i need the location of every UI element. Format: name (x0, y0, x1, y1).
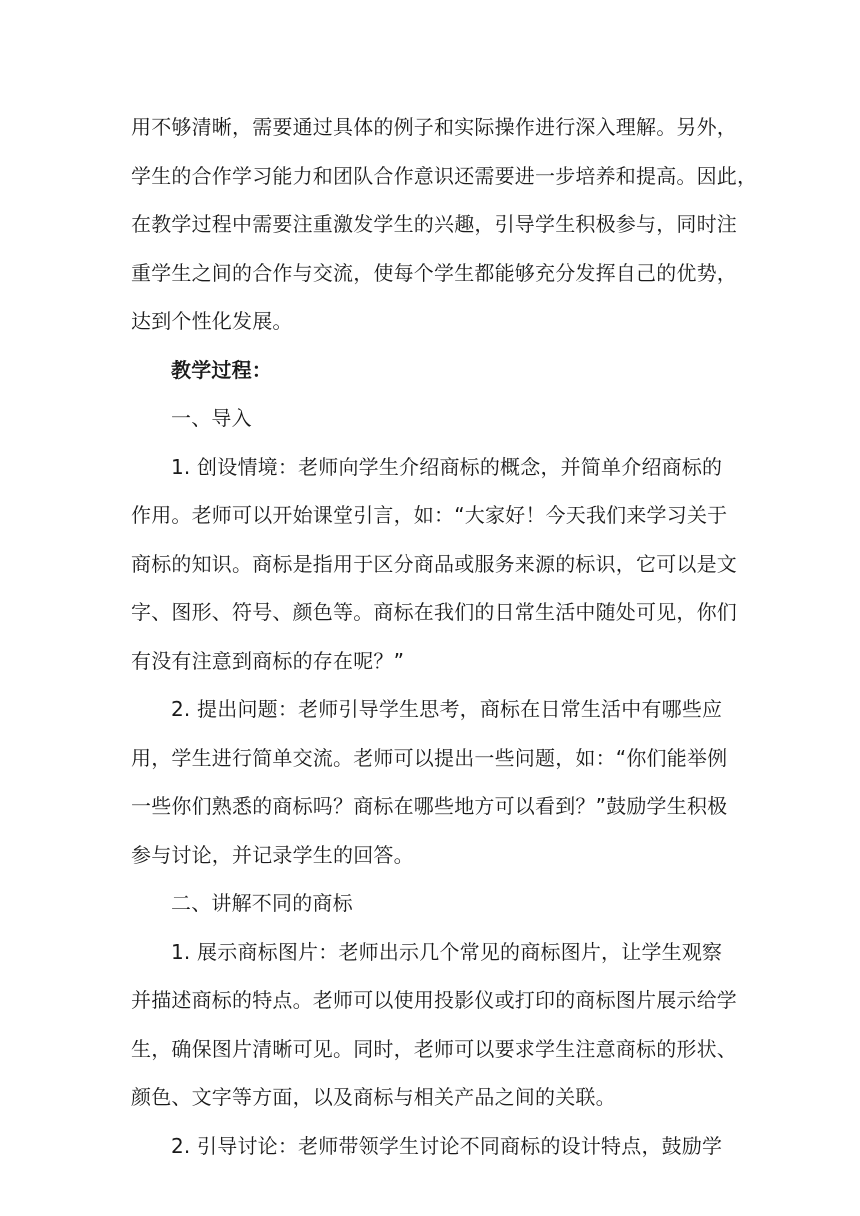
paragraph-line: 用，学生进行简单交流。老师可以提出一些问题，如：“你们能举例 (131, 745, 728, 770)
paragraph-line: 参与讨论，并记录学生的回答。 (131, 842, 414, 867)
paragraph-line: 2. 提出问题：老师引导学生思考，商标在日常生活中有哪些应 (171, 697, 723, 721)
subsection-heading: 二、讲解不同的商标 (171, 891, 353, 915)
paragraph-line: 有没有注意到商标的存在呢？” (131, 648, 405, 673)
paragraph-line: 用不够清晰，需要通过具体的例子和实际操作进行深入理解。另外， (131, 115, 737, 139)
paragraph-line: 生，确保图片清晰可见。同时，老师可以要求学生注意商标的形状、 (131, 1036, 737, 1061)
paragraph-line: 1. 创设情境：老师向学生介绍商标的概念，并简单介绍商标的 (171, 454, 723, 479)
document-body (131, 103, 758, 1170)
paragraph-line: 在教学过程中需要注重激发学生的兴趣，引导学生积极参与，同时注 (131, 212, 737, 236)
paragraph-line: 颜色、文字等方面，以及商标与相关产品之间的关联。 (131, 1085, 616, 1109)
paragraph-line: 达到个性化发展。 (131, 309, 293, 333)
paragraph-line: 重学生之间的合作与交流，使每个学生都能够充分发挥自己的优势， (131, 260, 737, 285)
paragraph-line: 学生的合作学习能力和团队合作意识还需要进一步培养和提高。因此， (131, 163, 758, 188)
paragraph-line: 作用。老师可以开始课堂引言，如：“大家好！今天我们来学习关于 (131, 503, 728, 527)
subsection-heading: 一、导入 (171, 406, 252, 430)
paragraph-line: 2. 引导讨论：老师带领学生讨论不同商标的设计特点，鼓励学 (171, 1133, 723, 1158)
section-heading: 教学过程： (171, 357, 272, 382)
paragraph-line: 商标的知识。商标是指用于区分商品或服务来源的标识，它可以是文 (131, 551, 737, 576)
paragraph-line: 字、图形、符号、颜色等。商标在我们的日常生活中随处可见，你们 (131, 600, 737, 624)
paragraph-line: 并描述商标的特点。老师可以使用投影仪或打印的商标图片展示给学 (131, 988, 737, 1012)
paragraph-line: 一些你们熟悉的商标吗？商标在哪些地方可以看到？”鼓励学生积极 (131, 794, 728, 818)
paragraph-line: 1. 展示商标图片：老师出示几个常见的商标图片，让学生观察 (171, 939, 723, 964)
